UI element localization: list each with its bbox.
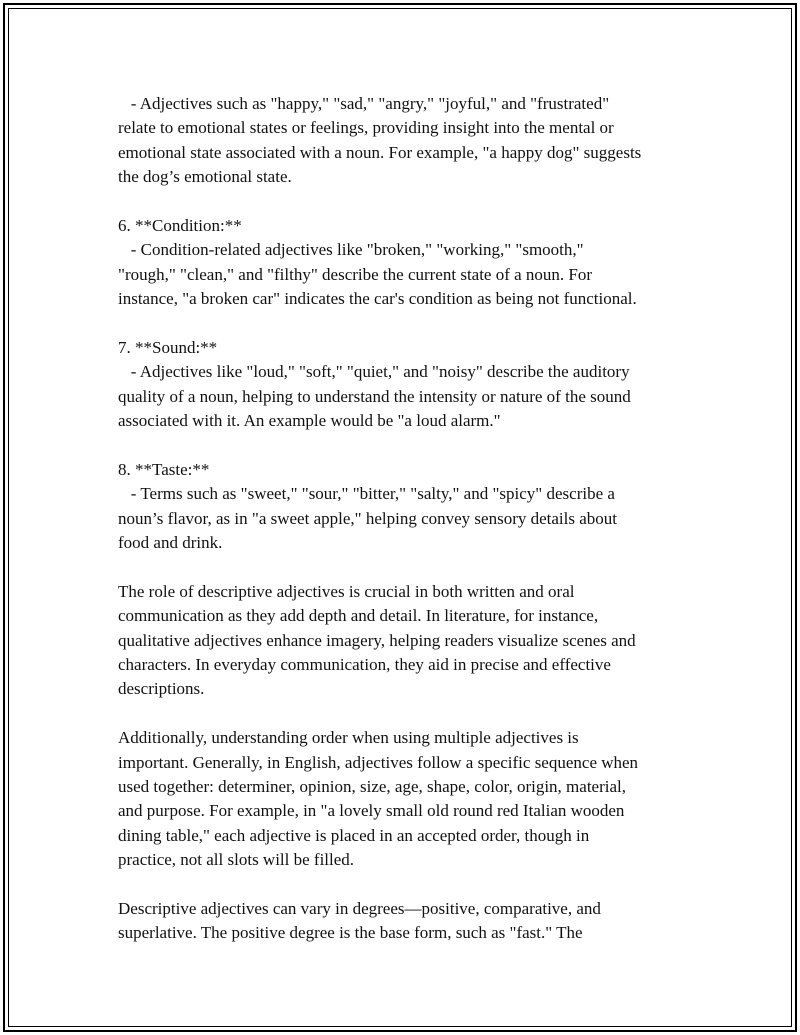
- text-line: descriptions.: [118, 679, 205, 699]
- paragraph-role: [118, 580, 690, 702]
- text-line: used together: determiner, opinion, size, age, shape, color, origin, material,: [118, 776, 626, 796]
- paragraph-condition: [118, 214, 690, 312]
- paragraph-gap: [118, 190, 690, 214]
- text-line: noun’s flavor, as in "a sweet apple," helping convey sensory details about: [118, 508, 617, 528]
- text-line: - Adjectives like "loud," "soft," "quiet," and "noisy" describe the auditory: [118, 362, 630, 382]
- text-line: superlative. The positive degree is the base form, such as "fast." The: [118, 923, 583, 943]
- text-line: - Condition-related adjectives like "broken," "working," "smooth,": [118, 240, 584, 260]
- text-line: dining table," each adjective is placed in an accepted order, though in: [118, 825, 590, 845]
- text-line: The role of descriptive adjectives is crucial in both written and oral: [118, 581, 575, 601]
- text-line: food and drink.: [118, 533, 223, 553]
- text-line: "rough," "clean," and "filthy" describe the current state of a noun. For: [118, 264, 593, 284]
- paragraph-gap: [118, 312, 690, 336]
- section-heading: 6. **Condition:**: [118, 215, 242, 235]
- paragraph-degrees: [118, 897, 690, 946]
- text-line: Additionally, understanding order when using multiple adjectives is: [118, 728, 579, 748]
- document-body: [118, 92, 690, 946]
- text-line: qualitative adjectives enhance imagery, helping readers visualize scenes and: [118, 630, 636, 650]
- section-heading: 8. **Taste:**: [118, 459, 210, 479]
- paragraph-gap: [118, 702, 690, 726]
- text-line: quality of a noun, helping to understand the intensity or nature of the sound: [118, 386, 631, 406]
- text-line: Descriptive adjectives can vary in degrees—positive, comparative, and: [118, 898, 601, 918]
- text-line: relate to emotional states or feelings, providing insight into the mental or: [118, 118, 614, 138]
- text-line: and purpose. For example, in "a lovely small old round red Italian wooden: [118, 801, 625, 821]
- text-line: characters. In everyday communication, they aid in precise and effective: [118, 654, 611, 674]
- text-line: the dog’s emotional state.: [118, 167, 292, 187]
- text-line: - Adjectives such as "happy," "sad," "angry," "joyful," and "frustrated": [118, 94, 610, 113]
- paragraph-order: [118, 726, 690, 872]
- text-line: - Terms such as "sweet," "sour," "bitter," "salty," and "spicy" describe a: [118, 484, 615, 504]
- paragraph-gap: [118, 433, 690, 457]
- paragraph-emotion-continued: [118, 92, 690, 190]
- paragraph-gap: [118, 873, 690, 897]
- paragraph-taste: [118, 458, 690, 556]
- text-line: important. Generally, in English, adjectives follow a specific sequence when: [118, 752, 639, 772]
- paragraph-sound: [118, 336, 690, 434]
- paragraph-gap: [118, 555, 690, 579]
- text-line: communication as they add depth and detail. In literature, for instance,: [118, 606, 599, 626]
- text-line: instance, "a broken car" indicates the car's condition as being not functional.: [118, 289, 637, 309]
- text-line: associated with it. An example would be "a loud alarm.": [118, 411, 501, 431]
- section-heading: 7. **Sound:**: [118, 337, 218, 357]
- text-line: practice, not all slots will be filled.: [118, 850, 355, 870]
- text-line: emotional state associated with a noun. For example, "a happy dog" suggests: [118, 142, 642, 162]
